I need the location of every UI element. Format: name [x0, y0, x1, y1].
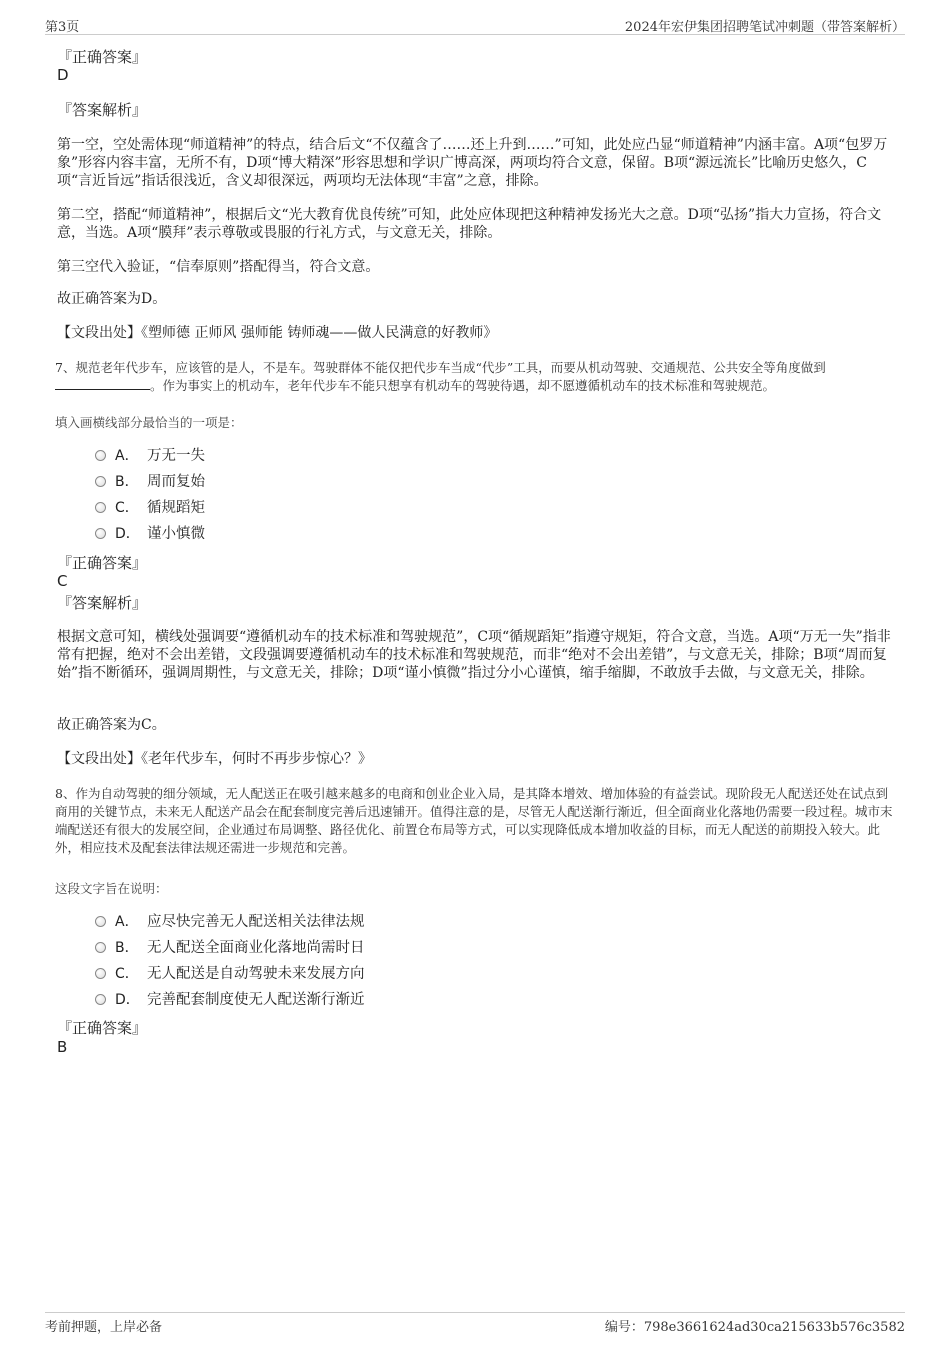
- page-header: [45, 14, 905, 35]
- correct-answer-value: D: [57, 66, 69, 84]
- option-text: 完善配套制度使无人配送渐行渐近: [147, 992, 365, 1008]
- radio-icon[interactable]: [95, 528, 106, 539]
- page-number: 第3页: [45, 20, 80, 35]
- option-text: 循规蹈矩: [147, 500, 205, 516]
- question-8-text: 8、作为自动驾驶的细分领域，无人配送正在吸引越来越多的电商和创业企业入局，是其降本增效、增加体验的有益尝试。现阶段无人配送还处在试点到商用的关键节点，未来无人配送产品会在配套制度完善后迅速铺开。值得注意的是，尽管无人配送渐行渐近，但全面商业化落地仍需要一段过程。城市末端配送还有很大的发展空间，企业通过布局调整、路径优化、前置仓布局等方式，可以实现降低成本增加收益的目标，而无人配送的前期投入较大。此外，相应技术及配套法律法规还需进一步规范和完善。: [55, 786, 893, 855]
- radio-icon[interactable]: [95, 994, 106, 1005]
- correct-answer-label: 『正确答案』: [57, 48, 148, 66]
- option-key: B．: [115, 474, 139, 490]
- radio-icon[interactable]: [95, 502, 106, 513]
- radio-icon[interactable]: [95, 476, 106, 487]
- source-citation: 【文段出处】《塑师德 正师风 强师能 铸师魂——做人民满意的好教师》: [57, 325, 498, 341]
- option-key: D．: [115, 526, 140, 542]
- analysis-label: 『答案解析』: [57, 594, 148, 612]
- option-text: 周而复始: [147, 474, 205, 490]
- question-text-part: 7、规范老年代步车，应该管的是人，不是车。驾驶群体不能仅把代步车当成“代步”工具，而要从机动驾驶、交通规范、公共安全等角度做到: [55, 360, 826, 375]
- question-7-text: [55, 359, 900, 395]
- radio-icon[interactable]: [95, 968, 106, 979]
- radio-icon[interactable]: [95, 942, 106, 953]
- question-8-prompt: 这段文字旨在说明：: [55, 881, 168, 896]
- analysis-label: 『答案解析』: [57, 101, 148, 119]
- radio-icon[interactable]: [95, 450, 106, 461]
- page-footer: [45, 1312, 905, 1335]
- analysis-conclusion: 故正确答案为D。: [57, 291, 167, 307]
- analysis-paragraph: 第一空，空处需体现“师道精神”的特点，结合后文“不仅蕴含了……还上升到……”可知，此处应凸显“师道精神”内涵丰富。A项“包罗万象”形容内容丰富，无所不有，D项“博大精深”形容思想和学识广博高深，两项均符合文意，保留。B项“源远流长”比喻历史悠久，C项“言近旨远”指话很浅近，含义却很深远，两项均无法体现“丰富”之意，排除。: [57, 137, 888, 189]
- option-key: A．: [115, 914, 139, 930]
- analysis-conclusion: 故正确答案为C。: [57, 717, 166, 733]
- analysis-paragraph: 第三空代入验证，“信奉原则”搭配得当，符合文意。: [57, 259, 380, 275]
- option-c[interactable]: [95, 964, 365, 984]
- option-b[interactable]: [95, 472, 205, 492]
- option-text: 万无一失: [147, 448, 205, 464]
- option-c[interactable]: [95, 498, 205, 518]
- option-text: 无人配送是自动驾驶未来发展方向: [147, 966, 365, 982]
- correct-answer-label: 『正确答案』: [57, 1019, 148, 1037]
- document-code: 编号：798e3661624ad30ca215633b576c3582: [604, 1320, 905, 1335]
- source-citation: 【文段出处】《老年代步车，何时不再步步惊心？》: [57, 751, 372, 767]
- option-key: C．: [115, 966, 139, 982]
- question-text-part: 。作为事实上的机动车，老年代步车不能只想享有机动车的驾驶待遇，却不愿遵循机动车的技术标准和驾驶规范。: [150, 378, 776, 393]
- option-a[interactable]: [95, 446, 205, 466]
- option-d[interactable]: [95, 524, 205, 544]
- radio-icon[interactable]: [95, 916, 106, 927]
- option-text: 谨小慎微: [147, 526, 205, 542]
- footer-slogan: 考前押题，上岸必备: [45, 1320, 163, 1335]
- analysis-paragraph: 根据文意可知，横线处强调要“遵循机动车的技术标准和驾驶规范”，C项“循规蹈矩”指遵守规矩，符合文意，当选。A项“万无一失”指非常有把握，绝对不会出差错，文段强调要遵循机动车的技术标准和驾驶规范，而非“绝对不会出差错”，与文意无关，排除；B项“周而复始”指不断循环，强调周期性，与文意无关，排除；D项“谨小慎微”指过分小心谨慎，缩手缩脚，不敢放手去做，与文意无关，排除。: [57, 629, 891, 681]
- option-key: A．: [115, 448, 139, 464]
- option-key: B．: [115, 940, 139, 956]
- option-b[interactable]: [95, 938, 365, 958]
- correct-answer-value: C: [57, 572, 68, 590]
- fill-blank: [55, 377, 150, 390]
- question-7-prompt: 填入画横线部分最恰当的一项是：: [55, 415, 243, 430]
- option-text: 无人配送全面商业化落地尚需时日: [147, 940, 365, 956]
- option-text: 应尽快完善无人配送相关法律法规: [147, 914, 365, 930]
- analysis-paragraph: 第二空，搭配“师道精神”，根据后文“光大教育优良传统”可知，此处应体现把这种精神发扬光大之意。D项“弘扬”指大力宣扬，符合文意，当选。A项“膜拜”表示尊敬或畏服的行礼方式，与文意无关，排除。: [57, 207, 882, 241]
- option-d[interactable]: [95, 990, 365, 1010]
- option-key: C．: [115, 500, 139, 516]
- option-a[interactable]: [95, 912, 365, 932]
- correct-answer-label: 『正确答案』: [57, 554, 148, 572]
- correct-answer-value: B: [57, 1038, 68, 1056]
- option-key: D．: [115, 992, 140, 1008]
- document-title: 2024年宏伊集团招聘笔试冲刺题（带答案解析）: [624, 20, 905, 35]
